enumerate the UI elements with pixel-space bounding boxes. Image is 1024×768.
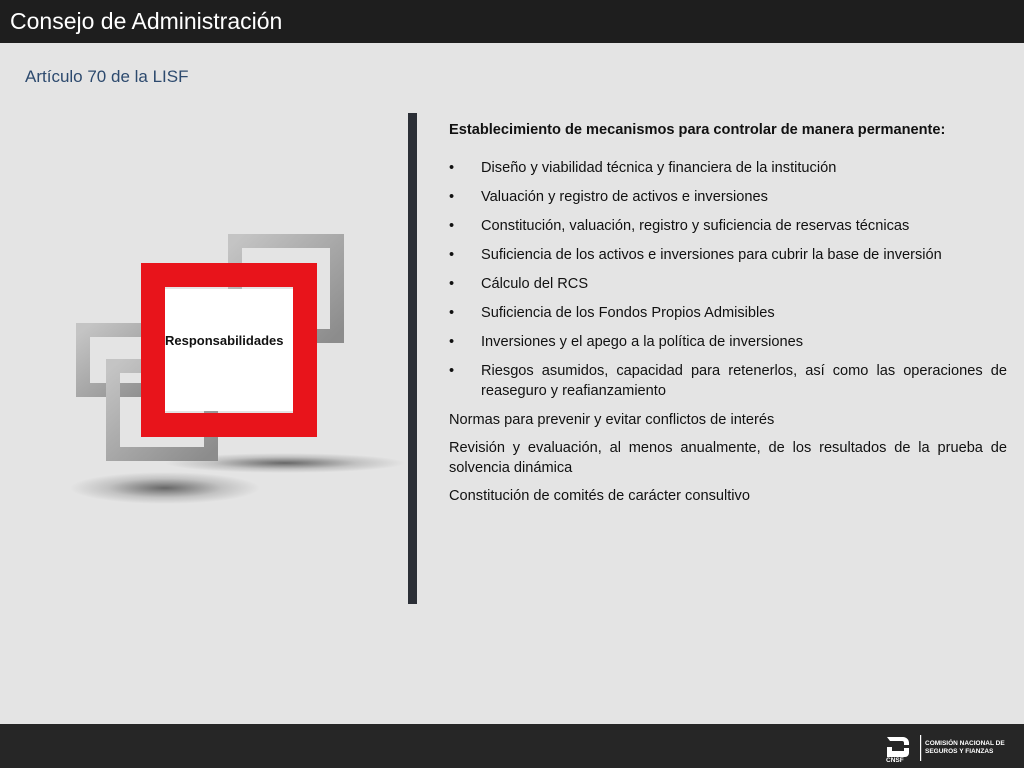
list-item: • Cálculo del RCS: [449, 276, 589, 292]
responsibilities-label: Responsabilidades: [165, 333, 284, 348]
list-item: • Valuación y registro de activos e inversiones: [449, 189, 768, 205]
frame-red-inner: [165, 289, 293, 411]
list-item: • Riesgos asumidos, capacidad para retenerlos, así como las operaciones de reaseguro y reafianzamiento: [449, 363, 1007, 399]
list-item: • Inversiones y el apego a la política de inversiones: [449, 334, 804, 350]
paragraph-solvency: Revisión y evaluación, al menos anualmente, de los resultados de la prueba de solvencia dinámica: [449, 440, 1007, 476]
shadow-left: [70, 472, 260, 504]
vertical-divider: [408, 113, 417, 604]
paragraph-committees: Constitución de comités de carácter consultivo: [449, 488, 750, 504]
bullet-icon: •: [449, 189, 455, 205]
logo-line-2: SEGUROS Y FIANZAS: [925, 748, 994, 755]
bullet-list: [449, 158, 1007, 401]
list-item: • Diseño y viabilidad técnica y financiera de la institución: [449, 160, 837, 176]
slide-subtitle: Artículo 70 de la LISF: [25, 67, 189, 86]
logo-acronym: CNSF: [886, 757, 904, 763]
content-heading: Establecimiento de mecanismos para controlar de manera permanente:: [449, 122, 946, 138]
bullet-icon: •: [449, 334, 455, 350]
title-bar: [0, 0, 1024, 43]
bullet-icon: •: [449, 160, 455, 176]
slide-title: Consejo de Administración: [10, 8, 283, 34]
logo-line-1: COMISIÓN NACIONAL DE: [925, 740, 1005, 747]
paragraph-conflicts: Normas para prevenir y evitar conflictos de interés: [449, 412, 775, 428]
bullet-icon: •: [449, 276, 455, 292]
footer-bar: [0, 724, 1024, 768]
bullet-icon: •: [449, 305, 455, 321]
bullet-icon: •: [449, 363, 455, 379]
bullet-icon: •: [449, 218, 455, 234]
responsibilities-frames-graphic: [60, 230, 420, 510]
content-column: [449, 120, 1007, 514]
list-item: • Suficiencia de los Fondos Propios Admisibles: [449, 305, 775, 321]
list-item: • Constitución, valuación, registro y suficiencia de reservas técnicas: [449, 218, 910, 234]
bullet-icon: •: [449, 247, 455, 263]
logo-separator: [920, 735, 921, 761]
cnsf-logo: [883, 731, 1021, 763]
cnsf-emblem-icon: [887, 737, 909, 757]
list-item: • Suficiencia de los activos e inversiones para cubrir la base de inversión: [449, 247, 942, 263]
